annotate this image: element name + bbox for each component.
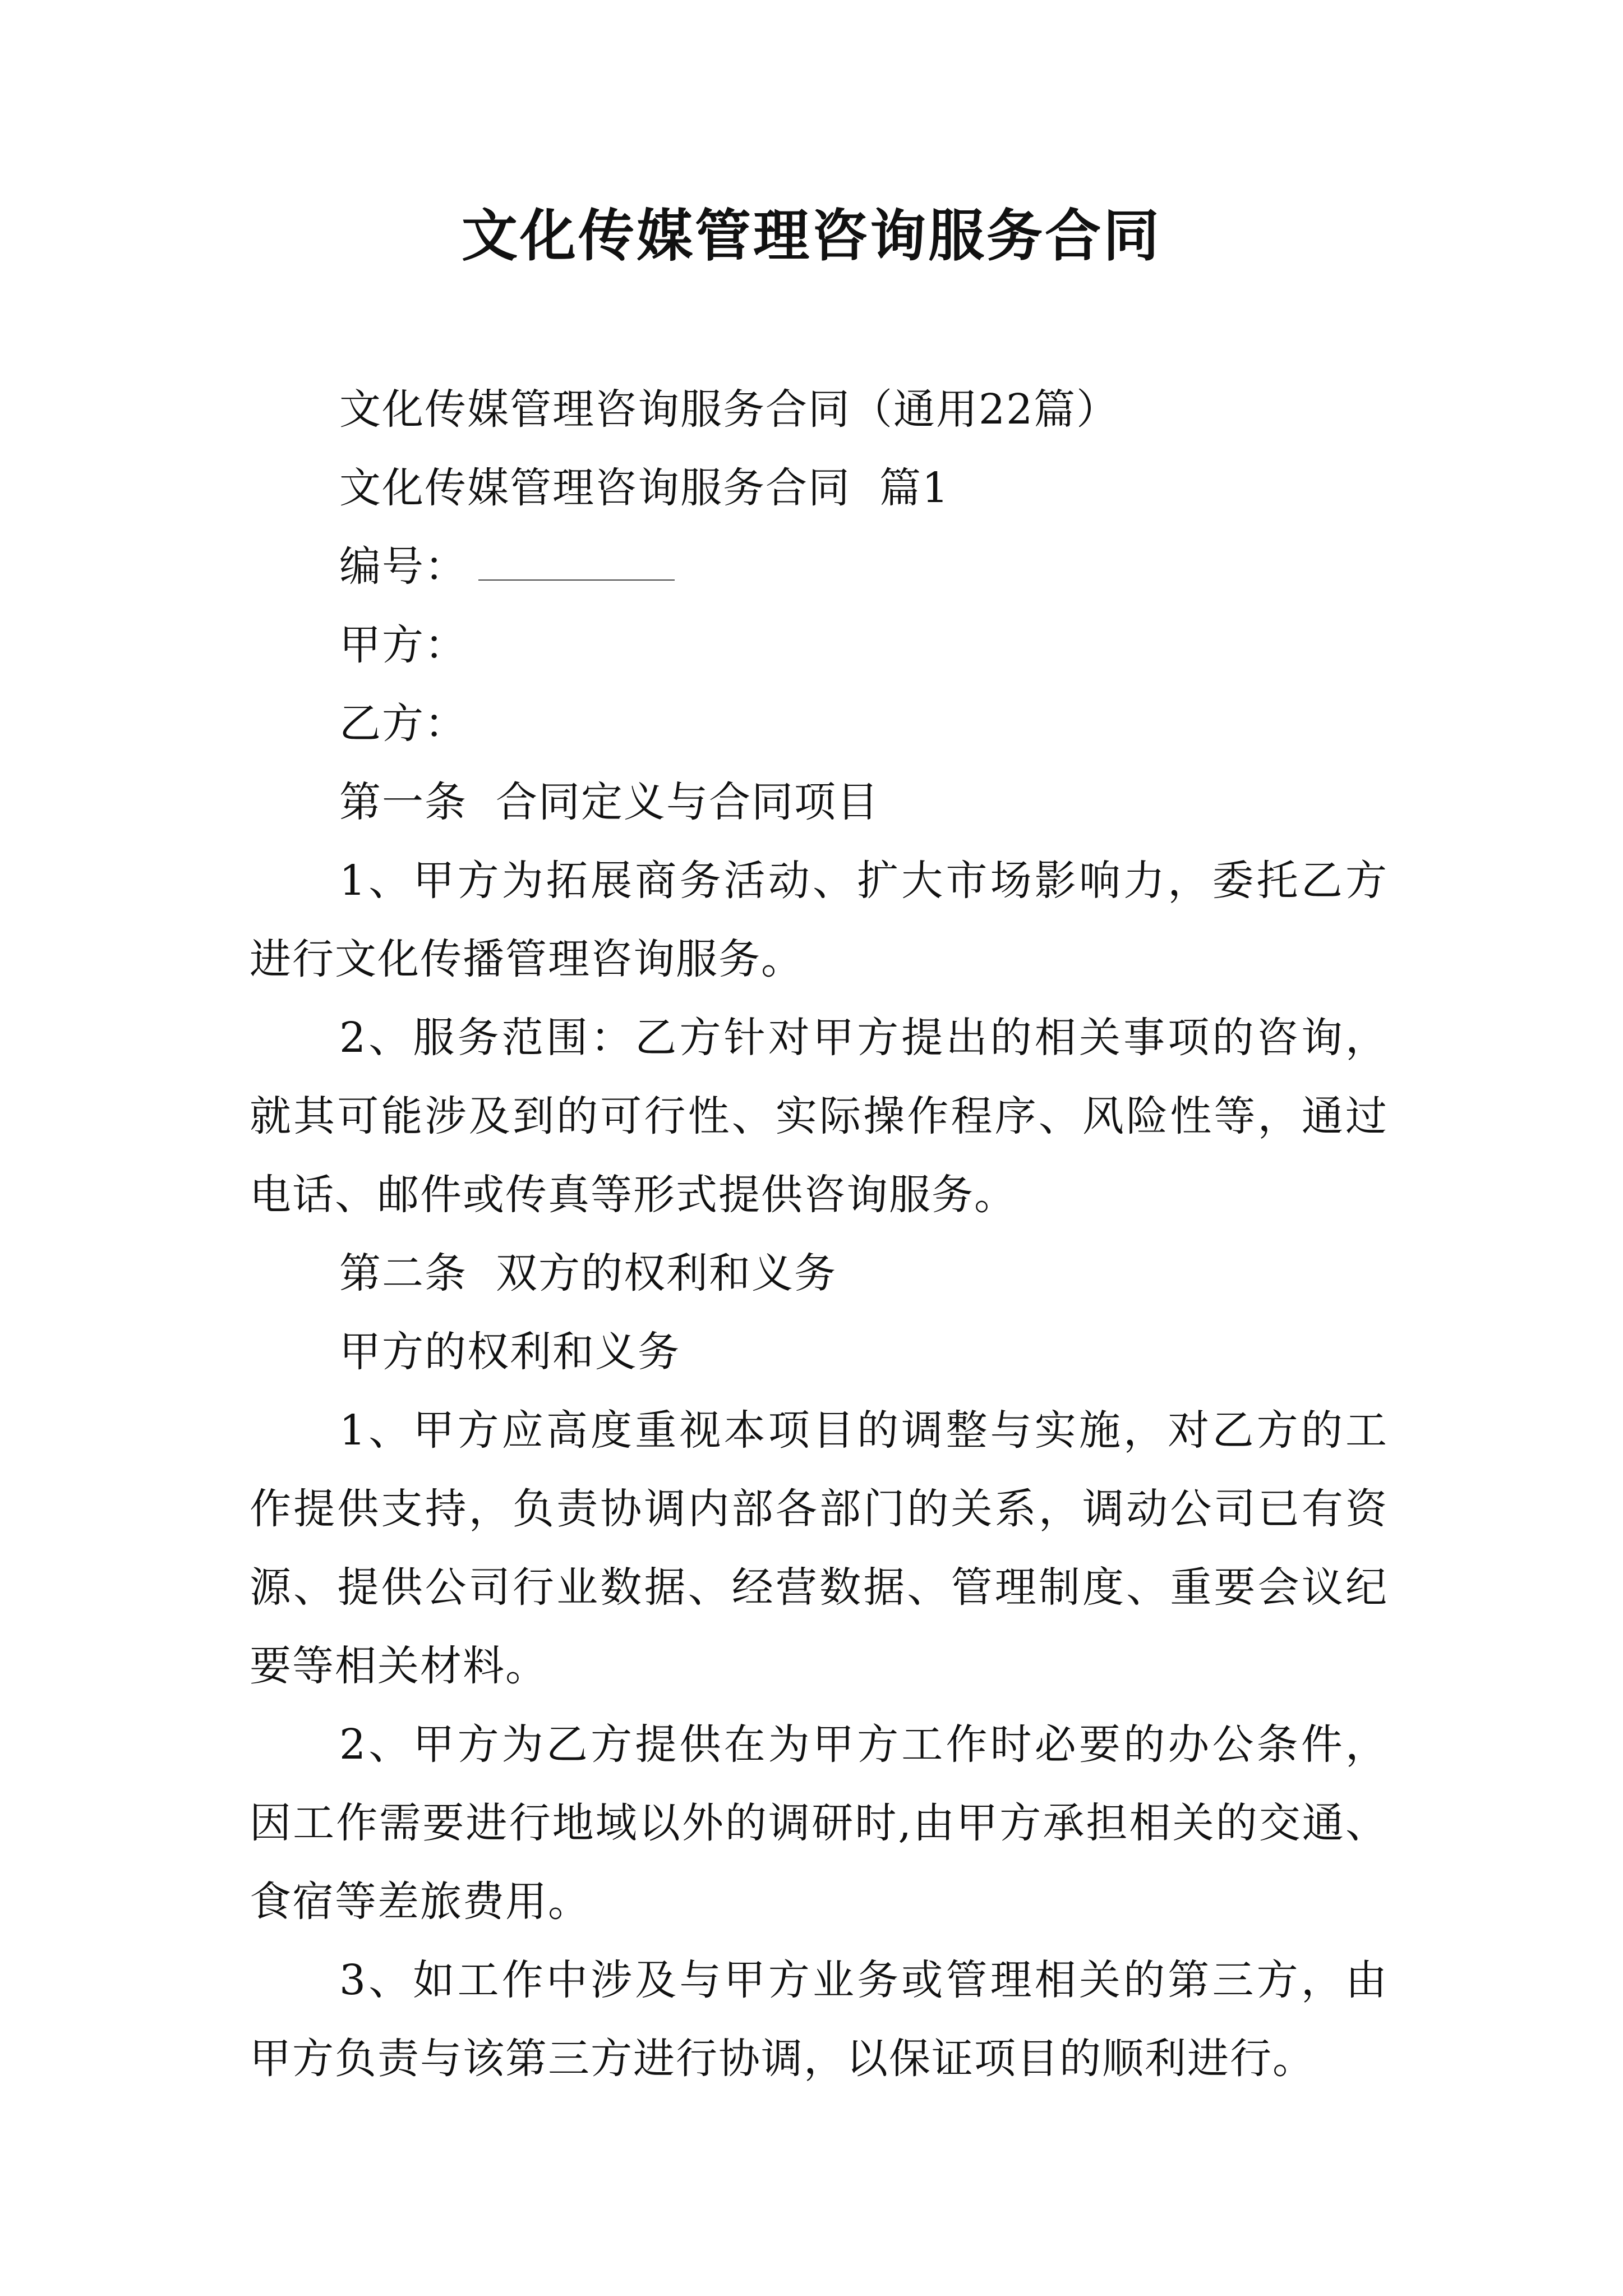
number-blank-line <box>478 546 675 581</box>
party-b-label: 乙方： <box>339 700 467 748</box>
document-subtitle: 文化传媒管理咨询服务合同（通用22篇） <box>339 385 1119 434</box>
article1-heading: 第一条 合同定义与合同项目 <box>339 778 880 826</box>
number-field <box>250 527 1388 606</box>
document-title: 文化传媒管理咨询服务合同 <box>462 203 1161 269</box>
section-heading: 文化传媒管理咨询服务合同 篇1 <box>339 464 950 512</box>
article2-paragraph-2: 2、甲方为乙方提供在为甲方工作时必要的办公条件，因工作需要进行地域以外的调研时,由甲方承担相关的交通、食宿等差旅费用。 <box>250 1720 1388 1926</box>
article2-paragraph-3: 3、如工作中涉及与甲方业务或管理相关的第三方，由甲方负责与该第三方进行协调，以保证项目的顺利进行。 <box>250 1956 1388 2083</box>
party-a-label: 甲方： <box>339 621 467 669</box>
party-a-rights-heading: 甲方的权利和义务 <box>339 1328 680 1376</box>
document-body <box>250 370 1388 2098</box>
article2-heading: 第二条 双方的权利和义务 <box>339 1249 837 1297</box>
article1-paragraph-2: 2、服务范围：乙方针对甲方提出的相关事项的咨询，就其可能涉及到的可行性、实际操作程序、风险性等，通过电话、邮件或传真等形式提供咨询服务。 <box>250 1014 1388 1219</box>
article1-paragraph-1: 1、甲方为拓展商务活动、扩大市场影响力，委托乙方进行文化传播管理咨询服务。 <box>250 857 1388 983</box>
number-label: 编号： <box>339 542 467 591</box>
article2-paragraph-1: 1、甲方应高度重视本项目的调整与实施，对乙方的工作提供支持，负责协调内部各部门的关系，调动公司已有资源、提供公司行业数据、经营数据、管理制度、重要会议纪要等相关材料。 <box>250 1406 1388 1690</box>
